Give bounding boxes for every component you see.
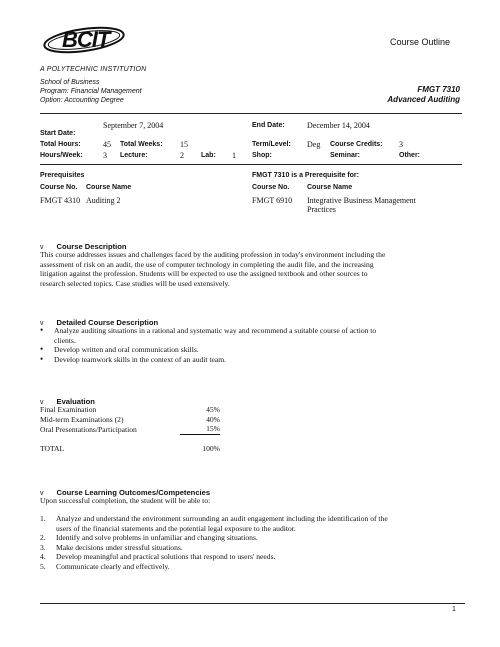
lecture-value: 2: [180, 151, 184, 160]
description-line: litigation against the profession. Students will be expected to use the assigned textbook and other sources to: [40, 269, 368, 279]
detailed-description-heading: Detailed Course Description: [56, 318, 159, 327]
lecture-label: Lecture:: [120, 152, 148, 159]
page-number: 1: [452, 606, 456, 613]
prerequisite-for-heading: FMGT 7310 is a Prerequisite for:: [252, 172, 359, 179]
prereq-for-course-no: FMGT 6910: [252, 196, 293, 205]
total-weeks-label: Total Weeks:: [120, 141, 163, 148]
divider-top: [40, 113, 462, 114]
course-description-text: [40, 250, 465, 288]
list-item-number: 4.: [40, 552, 46, 562]
description-line: research selected topics. Case studies will be used extensively.: [40, 278, 230, 288]
eval-item-value: 15%: [180, 424, 220, 435]
prereq-for-col-course-name: Course Name: [307, 184, 353, 191]
outcomes-list: [40, 514, 470, 572]
eval-item-label: Mid-term Examinations (2): [40, 414, 124, 424]
table-row: [40, 415, 220, 425]
school-name: School of Business: [40, 79, 100, 86]
course-credits-value: 3: [399, 140, 403, 149]
list-item-text: Develop written and oral communication skills.: [54, 345, 199, 355]
table-row: [40, 405, 220, 415]
list-item: [40, 533, 470, 543]
prereq-course-name: Auditing 2: [86, 196, 121, 205]
section-marker: v: [40, 490, 44, 497]
start-date-label: Start Date:: [40, 130, 76, 137]
list-item: [40, 562, 470, 572]
eval-item-label: Final Examination: [40, 405, 97, 414]
list-item: [40, 345, 465, 355]
list-item-text: Develop meaningful and practical solutions that respond to users' needs.: [56, 552, 276, 562]
option-name: Option: Accounting Degree: [40, 97, 124, 104]
prereq-col-course-no: Course No.: [40, 184, 78, 191]
list-item-text: Analyze auditing situations in a rational and systematic way and recommend a suitable course of action to: [54, 326, 377, 335]
list-item-text: Identify and solve problems in unfamiliar and changing situations.: [56, 533, 258, 543]
list-item-text: Communicate clearly and effectively.: [56, 561, 170, 571]
table-row: [40, 424, 220, 435]
prereq-for-course-name-line2: Practices: [307, 205, 336, 214]
end-date-value: December 14, 2004: [307, 121, 370, 130]
evaluation-heading: Evaluation: [56, 397, 95, 406]
divider-mid: [40, 164, 462, 165]
term-level-value: Deg: [307, 140, 321, 149]
course-description-heading: Course Description: [56, 242, 127, 251]
eval-total-value: 100%: [202, 443, 220, 453]
term-level-label: Term/Level:: [252, 141, 291, 148]
list-item-number: 5.: [40, 561, 46, 571]
eval-item-value: 45%: [206, 405, 220, 414]
list-item-text: clients.: [54, 335, 76, 345]
description-line: This course addresses issues and challenges faced by the auditing profession in today's environment including the: [40, 250, 386, 259]
prereq-col-course-name: Course Name: [86, 184, 132, 191]
total-weeks-value: 15: [180, 140, 188, 149]
list-item: [40, 543, 470, 553]
prereq-for-course-name-line1: Integrative Business Management: [307, 196, 416, 205]
institution-tagline: A POLYTECHNIC INSTITUTION: [40, 66, 147, 73]
list-item: [40, 355, 465, 365]
eval-total-label: TOTAL: [40, 443, 65, 453]
evaluation-table: [40, 405, 220, 453]
list-item-text: Develop teamwork skills in the context of an audit team.: [54, 354, 227, 364]
detailed-description-list: [40, 326, 465, 364]
lab-value: 1: [232, 151, 236, 160]
logo-wordmark: BCIT: [62, 27, 110, 52]
lab-label: Lab:: [201, 152, 216, 159]
section-marker: v: [40, 399, 44, 406]
course-title: Advanced Auditing: [387, 95, 460, 104]
list-item-text: users of the financial statements and the potential legal exposure to the auditor.: [56, 523, 296, 533]
eval-item-label: Oral Presentations/Participation: [40, 424, 137, 434]
list-item-text: Make decisions under stressful situations.: [56, 542, 183, 552]
total-hours-label: Total Hours:: [40, 141, 81, 148]
section-marker: v: [40, 320, 44, 327]
doc-type: Course Outline: [390, 37, 451, 47]
program-name: Program: Financial Management: [40, 88, 142, 95]
course-credits-label: Course Credits:: [330, 141, 383, 148]
list-item: [40, 514, 470, 533]
table-row: [40, 444, 220, 454]
list-item: [40, 552, 470, 562]
prerequisites-heading: Prerequisites: [40, 172, 85, 179]
list-item: [40, 326, 465, 345]
divider-footer: [40, 603, 465, 604]
end-date-label: End Date:: [252, 122, 285, 129]
course-code: FMGT 7310: [417, 85, 460, 94]
eval-item-value: 40%: [206, 414, 220, 424]
bcit-logo: [40, 20, 140, 64]
description-line: assessment of risk on an audit, the use of computer technology in completing the audit file, and the increasing: [40, 259, 374, 269]
list-item-number: 2.: [40, 533, 46, 543]
seminar-label: Seminar:: [330, 152, 360, 159]
other-label: Other:: [399, 152, 420, 159]
shop-label: Shop:: [252, 152, 272, 159]
list-item-number: 3.: [40, 542, 46, 552]
prereq-for-col-course-no: Course No.: [252, 184, 290, 191]
list-item-number: 1.: [40, 514, 46, 523]
section-marker: v: [40, 244, 44, 251]
outcomes-intro: Upon successful completion, the student will be able to:: [40, 496, 211, 505]
prereq-course-no: FMGT 4310: [40, 196, 81, 205]
hours-week-label: Hours/Week:: [40, 152, 83, 159]
outcomes-heading: Course Learning Outcomes/Competencies: [56, 488, 211, 497]
list-item-text: Analyze and understand the environment surrounding an audit engagement including the identification of the: [56, 514, 388, 523]
hours-week-value: 3: [103, 151, 107, 160]
start-date-value: September 7, 2004: [103, 121, 164, 130]
total-hours-value: 45: [103, 140, 111, 149]
